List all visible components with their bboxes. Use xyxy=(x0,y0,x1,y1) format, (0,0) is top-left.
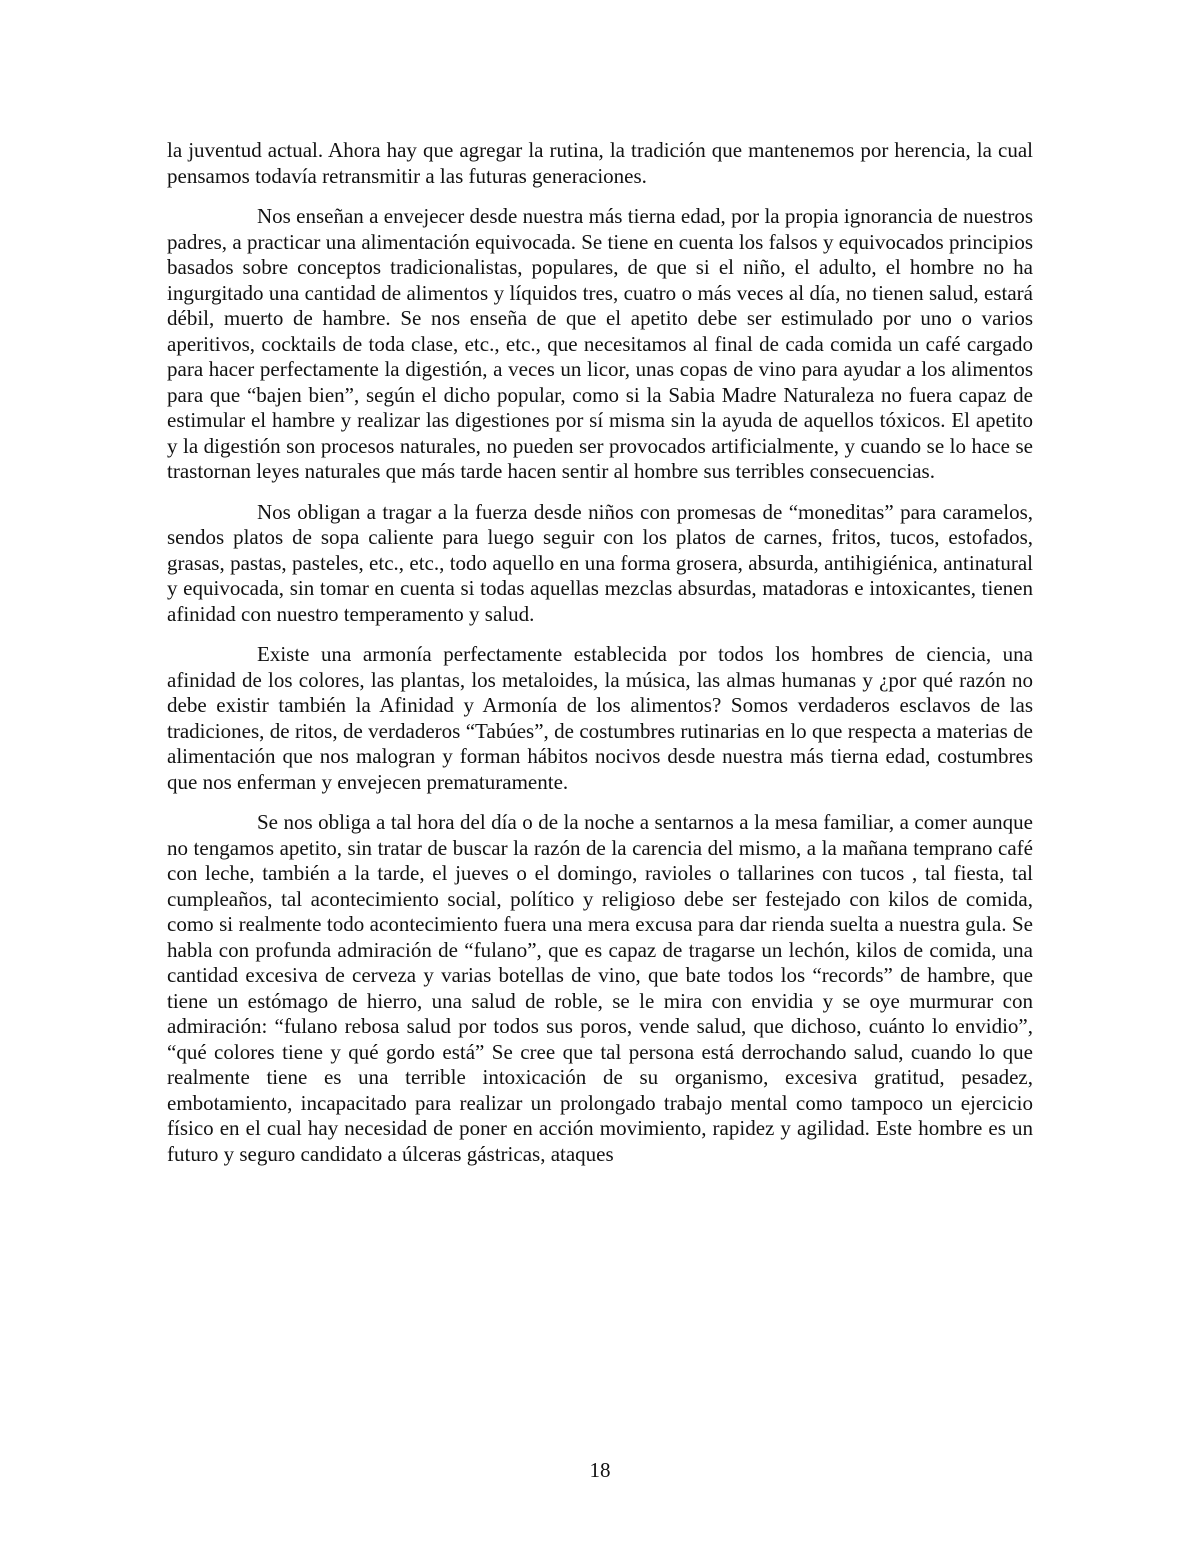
page-body xyxy=(167,138,1033,1182)
paragraph-armonia: Existe una armonía perfectamente establecida por todos los hombres de ciencia, una afinidad de los colores, las plantas, los metaloides, la música, las almas humanas y ¿por qué razón no debe existir también la Afinidad y Armonía de los alimentos? Somos verdaderos esclavos de las tradiciones, de ritos, de verdaderos “Tabúes”, de costumbres rutinarias en lo que respecta a materias de alimentación que nos malogran y forman hábitos nocivos desde nuestra más tierna edad, costumbres que nos enferman y envejecen prematuramente. xyxy=(167,642,1033,794)
paragraph-mesa-familiar: Se nos obliga a tal hora del día o de la noche a sentarnos a la mesa familiar, a comer aunque no tengamos apetito, sin tratar de buscar la razón de la carencia del mismo, a la mañana temprano café con leche, también a la tarde, el jueves o el domingo, ravioles o tallarines con tucos , tal fiesta, tal cumpleaños, tal acontecimiento social, político y religioso debe ser festejado con kilos de comida, como si realmente todo acontecimiento fuera una mera excusa para dar rienda suelta a nuestra gula. Se habla con profunda admiración de “fulano”, que es capaz de tragarse un lechón, kilos de comida, una cantidad excesiva de cerveza y varias botellas de vino, que bate todos los “records” de hambre, que tiene un estómago de hierro, una salud de roble, se le mira con envidia y se oye murmurar con admiración: “fulano rebosa salud por todos sus poros, vende salud, que dichoso, cuánto lo envidio”, “qué colores tiene y qué gordo está” Se cree que tal persona está derrochando salud, cuando lo que realmente tiene es una terrible intoxicación de su organismo, excesiva gratitud, pesadez, embotamiento, incapacitado para realizar un prolongado trabajo mental como tampoco un ejercicio físico en el cual hay necesidad de poner en acción movimiento, rapidez y agilidad. Este hombre es un futuro y seguro candidato a úlceras gástricas, ataques xyxy=(167,810,1033,1166)
page-number: 18 xyxy=(589,1458,611,1482)
paragraph-envejecer: Nos enseñan a envejecer desde nuestra más tierna edad, por la propia ignorancia de nuestros padres, a practicar una alimentación equivocada. Se tiene en cuenta los falsos y equivocados principios basados sobre conceptos tradicionalistas, populares, de que si el niño, el adulto, el hombre no ha ingurgitado una cantidad de alimentos y líquidos tres, cuatro o más veces al día, no tienen salud, estará débil, muerto de hambre. Se nos enseña de que el apetito debe ser estimulado por uno o varios aperitivos, cocktails de toda clase, etc., etc., que necesitamos al final de cada comida un café cargado para hacer perfectamente la digestión, a veces un licor, unas copas de vino para ayudar a los alimentos para que “bajen bien”, según el dicho popular, como si la Sabia Madre Naturaleza no fuera capaz de estimular el hambre y realizar las digestiones por sí misma sin la ayuda de aquellos tóxicos. El apetito y la digestión son procesos naturales, no pueden ser provocados artificialmente, y cuando se lo hace se trastornan leyes naturales que más tarde hacen sentir al hombre sus terribles consecuencias. xyxy=(167,204,1033,483)
paragraph-tragar: Nos obligan a tragar a la fuerza desde niños con promesas de “moneditas” para caramelos, sendos platos de sopa caliente para luego seguir con los platos de carnes, fritos, tucos, estofados, grasas, pastas, pasteles, etc., etc., todo aquello en una forma grosera, absurda, antihigiénica, antinatural y equivocada, sin tomar en cuenta si todas aquellas mezclas absurdas, matadoras e intoxicantes, tienen afinidad con nuestro temperamento y salud. xyxy=(167,499,1033,626)
paragraph-continuation: la juventud actual. Ahora hay que agregar la rutina, la tradición que mantenemos por herencia, la cual pensamos todavía retransmitir a las futuras generaciones. xyxy=(167,138,1033,188)
